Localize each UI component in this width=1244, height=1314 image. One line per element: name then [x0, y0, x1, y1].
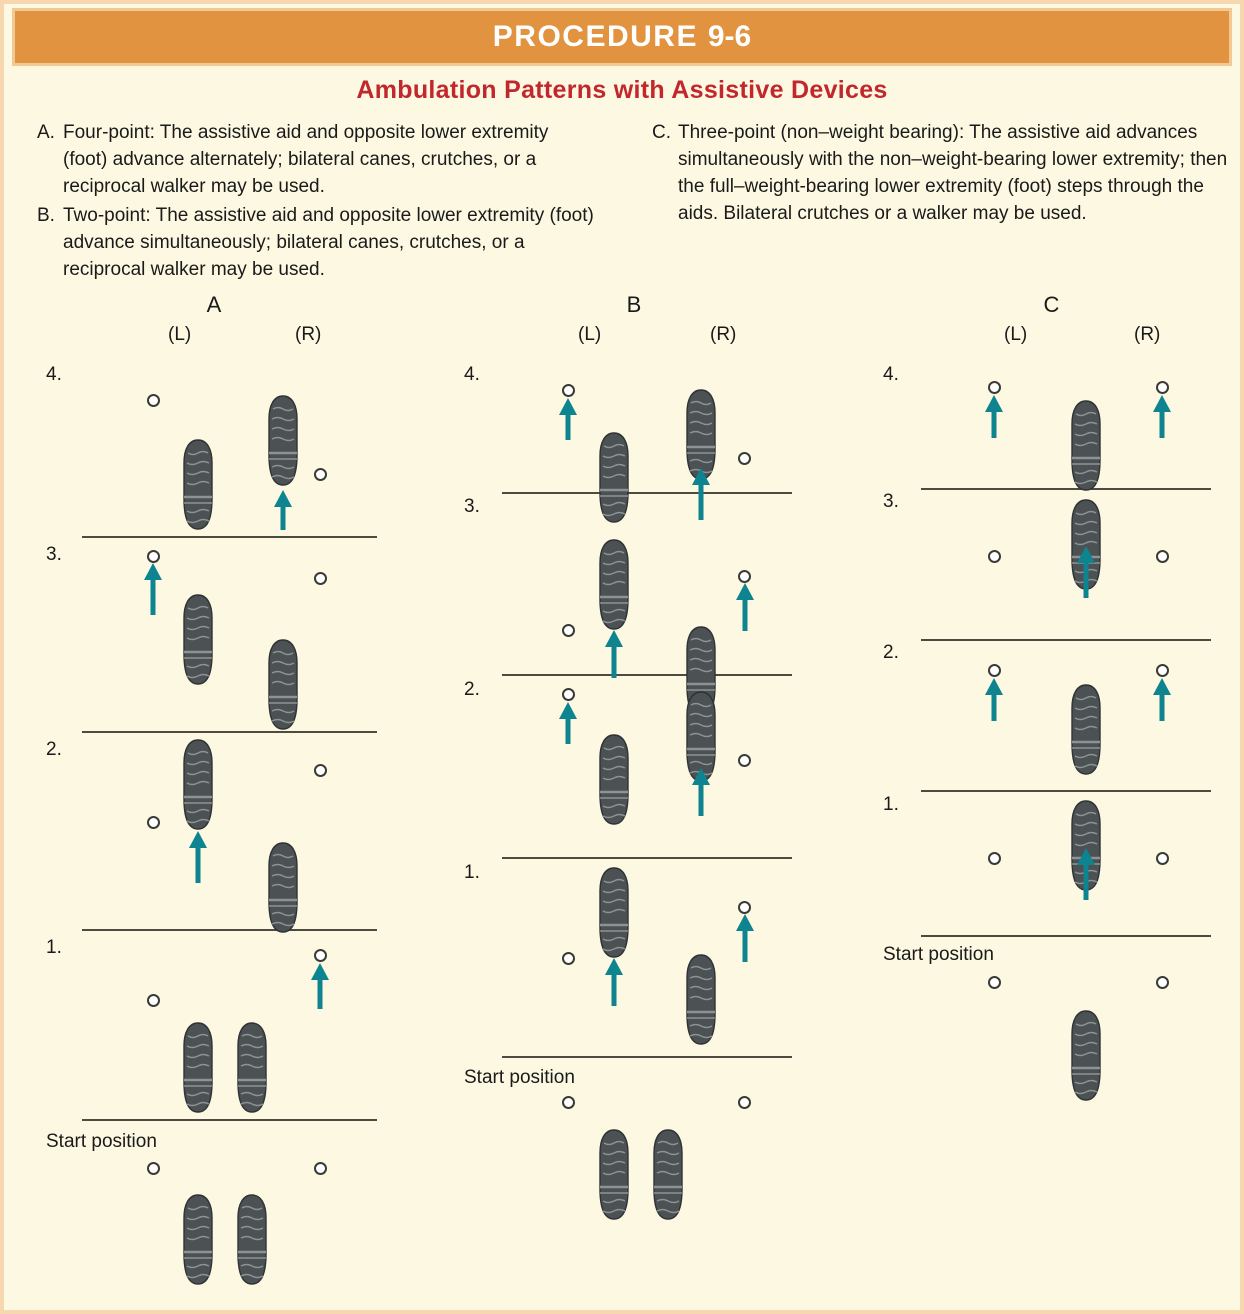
start-position-label: Start position: [46, 1131, 157, 1152]
crutch-tip: [1156, 976, 1169, 989]
movement-arrow: [1073, 546, 1099, 598]
step-separator: [82, 1119, 377, 1121]
footprint-right: [266, 842, 300, 934]
movement-arrow: [688, 768, 714, 816]
movement-arrow: [688, 468, 714, 520]
movement-arrow: [732, 583, 758, 631]
footprint-right: [651, 1129, 685, 1221]
step-separator: [921, 790, 1211, 792]
footprint-left: [597, 734, 631, 826]
movement-arrow: [185, 831, 211, 883]
step-label-4: 4.: [464, 364, 480, 385]
list-item: [37, 119, 597, 200]
crutch-tip: [147, 994, 160, 1007]
crutch-tip: [314, 572, 327, 585]
footprint-left: [181, 1194, 215, 1286]
footprint-right: [266, 639, 300, 731]
movement-arrow: [601, 958, 627, 1006]
panel-c-lr-row: [869, 324, 1234, 346]
movement-arrow: [140, 563, 166, 615]
crutch-tip: [314, 468, 327, 481]
panel-c-right-label: (R): [1134, 324, 1161, 345]
step-separator: [921, 639, 1211, 641]
footprint-left: [181, 594, 215, 686]
list-item-text: Four-point: The assistive aid and opposite lower extremity (foot) advance alternately; bilateral canes, crutches, or a reciprocal walker may be used.: [63, 122, 549, 197]
footprint-left: [181, 1022, 215, 1114]
list-item-text: Two-point: The assistive aid and opposite lower extremity (foot) advance simultaneously; bilateral canes, crutches, or a reciprocal walker may be used.: [63, 205, 594, 280]
movement-arrow: [601, 630, 627, 678]
crutch-tip: [738, 754, 751, 767]
movement-arrow: [1149, 678, 1175, 721]
intro-column-right: [652, 119, 1237, 229]
footprint-right: [235, 1022, 269, 1114]
crutch-tip: [1156, 664, 1169, 677]
crutch-tip: [562, 384, 575, 397]
crutch-tip: [738, 901, 751, 914]
step-separator: [502, 674, 792, 676]
crutch-tip: [314, 764, 327, 777]
movement-arrow: [555, 398, 581, 440]
movement-arrow: [1073, 848, 1099, 900]
crutch-tip: [314, 949, 327, 962]
list-item: [37, 202, 597, 283]
intro-column-left: [37, 119, 597, 285]
crutch-tip: [988, 664, 1001, 677]
list-item: [652, 119, 1237, 227]
page-title: Ambulation Patterns with Assistive Devices: [356, 76, 888, 104]
crutch-tip: [1156, 852, 1169, 865]
crutch-tip: [314, 1162, 327, 1175]
crutch-tip: [988, 852, 1001, 865]
step-label-3: 3.: [46, 544, 62, 565]
start-position-label: Start position: [883, 944, 994, 965]
step-label-2: 2.: [883, 642, 899, 663]
footprint-left: [597, 1129, 631, 1221]
panel-c-left-label: (L): [1004, 324, 1028, 345]
crutch-tip: [988, 550, 1001, 563]
panel-b-right-label: (R): [710, 324, 737, 345]
movement-arrow: [555, 702, 581, 744]
crutch-tip: [1156, 550, 1169, 563]
procedure-label: PROCEDURE: [492, 20, 698, 53]
crutch-tip: [738, 452, 751, 465]
panel-c-letter: C: [1043, 292, 1060, 317]
step-label-4: 4.: [46, 364, 62, 385]
movement-arrow: [307, 963, 333, 1009]
movement-arrow: [270, 490, 296, 530]
procedure-number: 9-6: [707, 20, 752, 53]
step-separator: [921, 488, 1211, 490]
panel-b-letter: B: [626, 292, 642, 317]
footprint-left: [597, 867, 631, 959]
crutch-tip: [1156, 381, 1169, 394]
crutch-tip: [988, 381, 1001, 394]
step-label-3: 3.: [883, 491, 899, 512]
footprint-center: [1069, 400, 1103, 492]
footprint-left: [597, 539, 631, 631]
step-separator: [921, 935, 1211, 937]
crutch-tip: [562, 624, 575, 637]
step-separator: [82, 929, 377, 931]
footprint-left: [181, 439, 215, 531]
intro-section: [4, 119, 1240, 279]
crutch-tip: [738, 570, 751, 583]
crutch-tip: [147, 550, 160, 563]
footprint-right: [266, 395, 300, 487]
movement-arrow: [981, 395, 1007, 438]
movement-arrow: [1149, 395, 1175, 438]
panel-b-lr-row: [454, 324, 814, 346]
list-item-marker: B.: [37, 205, 55, 226]
step-label-1: 1.: [46, 937, 62, 958]
crutch-tip: [562, 688, 575, 701]
step-label-1: 1.: [464, 862, 480, 883]
procedure-banner-title: [493, 20, 751, 54]
crutch-tip: [738, 1096, 751, 1109]
list-item-text: Three-point (non–weight bearing): The assistive aid advances simultaneously with the non–weight-bearing lower extremity; then the full–weight-bearing lower extremity (foot) steps through the aids. Bilateral crutches or a walker may be used.: [678, 122, 1228, 224]
footprint-left: [181, 739, 215, 831]
panel-a-lr-row: [34, 324, 394, 346]
footprint-center: [1069, 684, 1103, 776]
footprint-right: [684, 954, 718, 1046]
step-label-2: 2.: [46, 739, 62, 760]
movement-arrow: [732, 914, 758, 962]
panel-b-left-label: (L): [578, 324, 602, 345]
crutch-tip: [562, 1096, 575, 1109]
crutch-tip: [147, 394, 160, 407]
step-separator: [502, 492, 792, 494]
step-label-4: 4.: [883, 364, 899, 385]
step-separator: [82, 536, 377, 538]
crutch-tip: [988, 976, 1001, 989]
panel-a-right-label: (R): [295, 324, 322, 345]
crutch-tip: [562, 952, 575, 965]
step-label-1: 1.: [883, 794, 899, 815]
panel-a-left-label: (L): [168, 324, 192, 345]
crutch-tip: [147, 1162, 160, 1175]
step-separator: [502, 1056, 792, 1058]
step-separator: [502, 857, 792, 859]
step-separator: [82, 731, 377, 733]
footprint-left: [597, 432, 631, 524]
step-label-2: 2.: [464, 679, 480, 700]
list-item-marker: A.: [37, 122, 55, 143]
movement-arrow: [981, 678, 1007, 721]
footprint-right: [235, 1194, 269, 1286]
start-position-label: Start position: [464, 1067, 575, 1088]
step-label-3: 3.: [464, 496, 480, 517]
procedure-banner: [12, 8, 1232, 66]
panel-a-letter: A: [206, 292, 222, 317]
footprint-center: [1069, 1010, 1103, 1102]
crutch-tip: [147, 816, 160, 829]
list-item-marker: C.: [652, 122, 671, 143]
